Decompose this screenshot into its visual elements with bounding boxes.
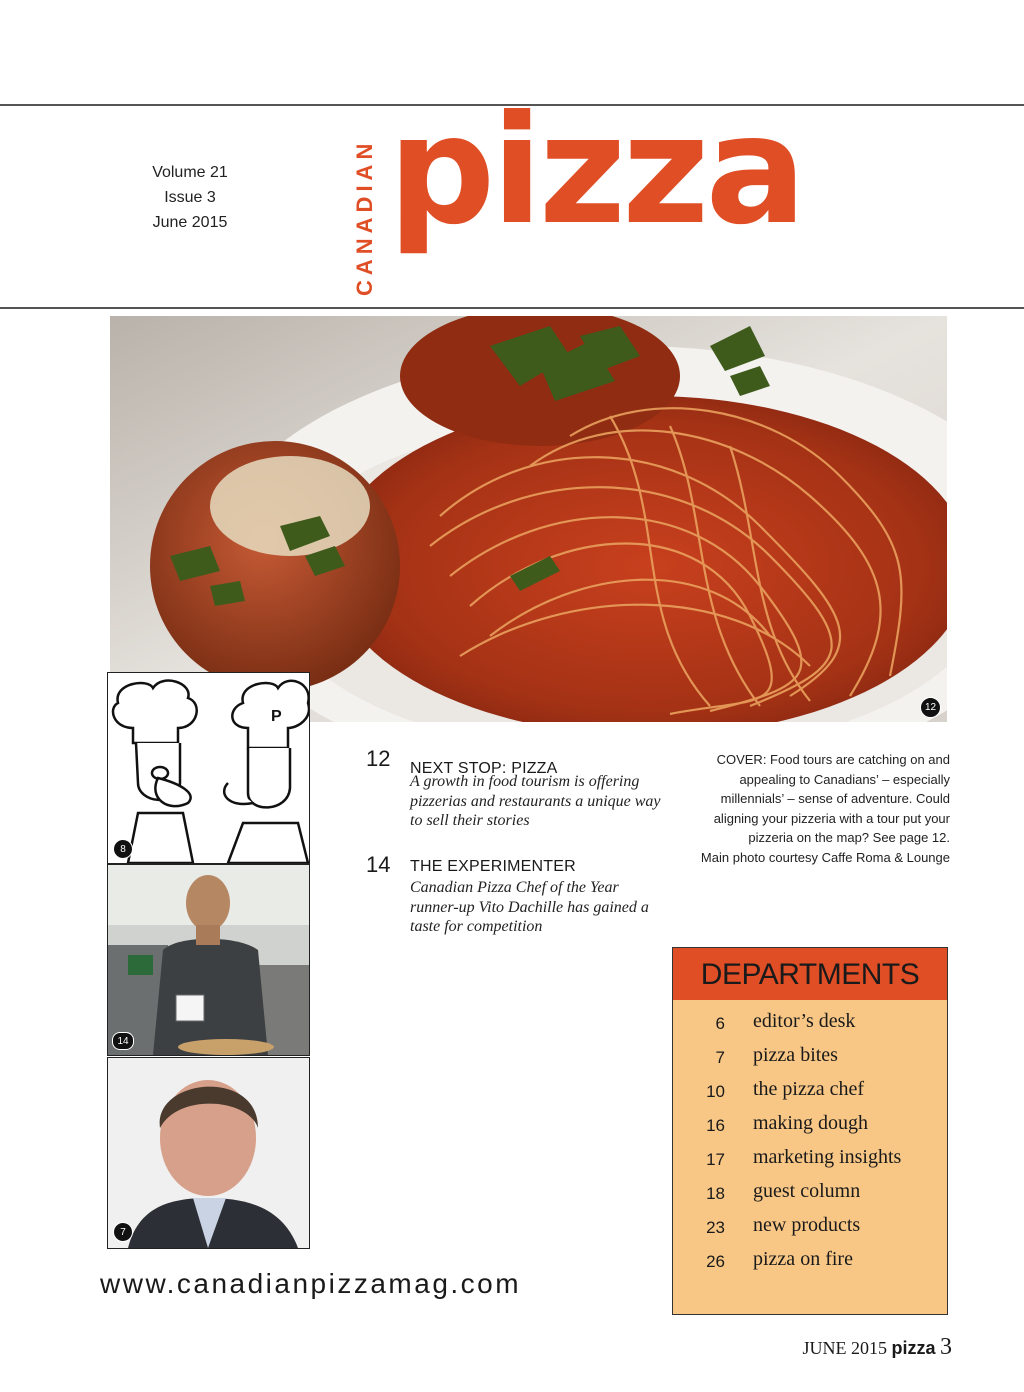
cartoon-photo — [107, 672, 310, 864]
page-badge-chef: 14 — [112, 1032, 134, 1050]
departments-box — [672, 947, 948, 1315]
cover-caption — [668, 750, 950, 868]
department-item-pizza-on-fire[interactable] — [673, 1248, 947, 1282]
page-badge-portrait: 7 — [113, 1222, 133, 1242]
department-name: editor’s desk — [753, 1010, 856, 1032]
cartoon-chefs-image — [108, 673, 309, 863]
volume-label: Volume 21 — [152, 164, 228, 181]
chef-holding-pizza-image — [108, 865, 309, 1055]
department-item-new-products[interactable] — [673, 1214, 947, 1248]
footer-date: JUNE 2015 — [802, 1338, 887, 1358]
department-page: 16 — [706, 1116, 725, 1135]
department-name: guest column — [753, 1180, 861, 1202]
logo-canadian: CANADIAN — [352, 138, 377, 296]
header-bottom-rule — [0, 307, 1024, 309]
department-name: pizza on fire — [753, 1248, 853, 1270]
department-page: 23 — [706, 1218, 725, 1237]
cover-caption-line: Main photo courtesy Caffe Roma & Lounge — [700, 849, 950, 865]
department-page: 17 — [706, 1150, 725, 1169]
department-name: making dough — [753, 1112, 868, 1134]
story-experimenter[interactable] — [366, 852, 676, 942]
footer-page-number: 3 — [940, 1334, 952, 1360]
department-page: 10 — [706, 1082, 725, 1101]
svg-text:P: P — [271, 708, 282, 725]
story-title: THE EXPERIMENTER — [410, 858, 576, 875]
logo-pizza: pizza — [388, 84, 803, 258]
department-page: 26 — [706, 1252, 725, 1271]
story-page-number: 14 — [366, 852, 391, 877]
department-name: new products — [753, 1214, 861, 1236]
chef-photo — [107, 864, 310, 1056]
cover-caption-line: aligning your pizzeria with a tour put your — [713, 810, 950, 826]
cover-caption-line: pizzeria on the map? See page 12. — [748, 830, 950, 846]
department-item-making-dough[interactable] — [673, 1112, 947, 1146]
story-title: NEXT STOP: PIZZA — [410, 760, 558, 777]
story-page-number: 12 — [366, 746, 391, 771]
man-portrait-image — [108, 1058, 309, 1248]
spaghetti-meatball-image — [110, 316, 947, 722]
department-name: the pizza chef — [753, 1078, 865, 1100]
issue-info — [110, 160, 270, 235]
departments-heading: DEPARTMENTS — [673, 948, 947, 1000]
department-page: 18 — [706, 1184, 725, 1203]
website-link[interactable]: www.canadianpizzamag.com — [100, 1268, 522, 1299]
department-page: 6 — [715, 1014, 725, 1033]
department-item-pizza-chef[interactable] — [673, 1078, 947, 1112]
story-description: A growth in food tourism is offering pizzerias and restaurants a unique way to sell their stories — [410, 773, 661, 829]
date-label: June 2015 — [152, 214, 228, 231]
page-badge-main: 12 — [920, 697, 941, 718]
department-item-guest-column[interactable] — [673, 1180, 947, 1214]
department-item-marketing-insights[interactable] — [673, 1146, 947, 1180]
story-next-stop[interactable] — [366, 746, 676, 836]
page-badge-cartoon: 8 — [113, 839, 133, 859]
cover-caption-line: COVER: Food tours are catching on and — [716, 752, 950, 767]
cover-photo — [110, 316, 947, 722]
department-name: pizza bites — [753, 1044, 838, 1066]
department-page: 7 — [715, 1048, 725, 1067]
issue-label: Issue 3 — [164, 189, 216, 206]
story-description: Canadian Pizza Chef of the Year runner-up Vito Dachille has gained a taste for competition — [410, 879, 649, 935]
page-footer — [802, 1334, 952, 1361]
portrait-photo — [107, 1057, 310, 1249]
department-item-editors-desk[interactable] — [673, 1010, 947, 1044]
cover-caption-line: appealing to Canadians’ – especially — [739, 771, 950, 787]
cover-caption-line: millennials’ – sense of adventure. Could — [720, 791, 950, 807]
department-name: marketing insights — [753, 1146, 902, 1168]
department-item-pizza-bites[interactable] — [673, 1044, 947, 1078]
footer-brand: pizza — [891, 1338, 936, 1358]
